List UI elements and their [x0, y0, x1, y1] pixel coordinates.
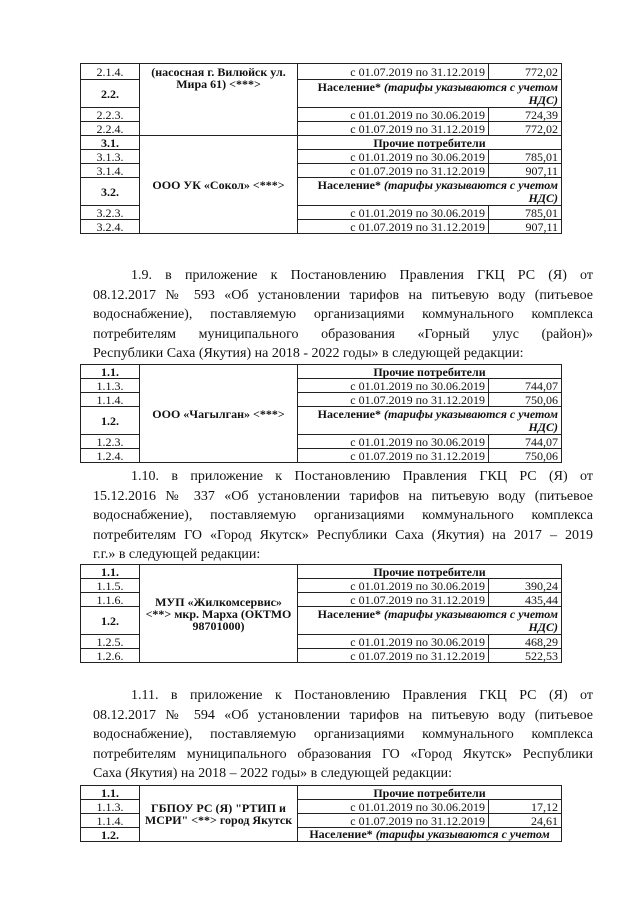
- paragraph-line: 08.12.2017 № 594 «Об установлении тарифов на питьевую воду (питьевое: [93, 707, 593, 723]
- period-cell: с 01.01.2019 по 30.06.2019: [298, 435, 489, 449]
- period-cell: с 01.01.2019 по 30.06.2019: [298, 579, 489, 593]
- paragraph-1-9: [93, 266, 593, 364]
- row-number: 1.2.3.: [81, 435, 140, 449]
- tariff-table-1: [80, 63, 562, 234]
- period-cell: с 01.01.2019 по 30.06.2019: [298, 379, 489, 393]
- paragraph-1-11: [93, 686, 593, 784]
- paragraph-1-10: [93, 467, 593, 565]
- period-cell: с 01.01.2019 по 30.06.2019: [298, 206, 489, 220]
- row-number: 3.1.: [81, 136, 140, 150]
- row-number: 1.1.: [81, 786, 140, 800]
- paragraph-line: потребителям муниципального образования ГО «Город Якутск» Республики: [93, 746, 593, 762]
- row-number: 1.1.5.: [81, 579, 140, 593]
- population-header: [298, 407, 562, 435]
- paragraph-line: водоснабжение), поставляемую организациями коммунального комплекса: [93, 727, 593, 742]
- period-cell: с 01.07.2019 по 31.12.2019: [298, 64, 489, 80]
- paragraph-line: Саха (Якутия) на 2018 – 2022 годы» в следующей редакции:: [93, 766, 453, 781]
- value-cell: 468,29: [489, 635, 562, 649]
- population-header: [298, 80, 562, 108]
- population-header: [298, 178, 562, 206]
- row-number: 1.2.4.: [81, 449, 140, 463]
- row-number: 3.1.4.: [81, 164, 140, 178]
- value-cell: 744,07: [489, 435, 562, 449]
- value-cell: 772,02: [489, 122, 562, 136]
- row-number: 2.2.3.: [81, 108, 140, 122]
- period-cell: с 01.07.2019 по 31.12.2019: [298, 593, 489, 607]
- paragraph-line: 1.9. в приложение к Постановлению Правления ГКЦ РС (Я) от: [131, 268, 593, 283]
- period-cell: с 01.07.2019 по 31.12.2019: [298, 814, 489, 828]
- population-header: [298, 828, 562, 842]
- row-number: 2.2.4.: [81, 122, 140, 136]
- period-cell: с 01.01.2019 по 30.06.2019: [298, 635, 489, 649]
- paragraph-line: водоснабжение), поставляемую организациями коммунального комплекса: [93, 307, 593, 322]
- row-number: 1.1.4.: [81, 814, 140, 828]
- row-number: 1.1.: [81, 565, 140, 579]
- value-cell: 785,01: [489, 206, 562, 220]
- value-cell: 907,11: [489, 220, 562, 234]
- paragraph-line: водоснабжение), поставляемую организациями коммунального комплекса: [93, 508, 593, 523]
- population-note: (тарифы указываются с учетом НДС): [384, 79, 558, 107]
- period-cell: с 01.01.2019 по 30.06.2019: [298, 150, 489, 164]
- row-number: 1.1.3.: [81, 800, 140, 814]
- row-number: 1.1.6.: [81, 593, 140, 607]
- value-cell: 522,53: [489, 649, 562, 663]
- population-header: [298, 607, 562, 635]
- value-cell: 772,02: [489, 64, 562, 80]
- value-cell: 24,61: [489, 814, 562, 828]
- period-cell: с 01.07.2019 по 31.12.2019: [298, 449, 489, 463]
- value-cell: 750,06: [489, 449, 562, 463]
- paragraph-line: потребителям ГО «Город Якутск» Республики Саха (Якутия) на 2017 – 2019: [93, 527, 593, 543]
- value-cell: 724,39: [489, 108, 562, 122]
- population-note: (тарифы указываются с учетом НДС): [384, 606, 558, 634]
- period-cell: с 01.07.2019 по 31.12.2019: [298, 164, 489, 178]
- other-consumers-header: Прочие потребители: [298, 565, 562, 579]
- row-number: 2.2.: [81, 80, 140, 108]
- organization-cell: МУП «Жилкомсервис» <**> мкр. Марха (ОКТМО 98701000): [140, 565, 298, 663]
- paragraph-line: 15.12.2016 № 337 «Об установлении тарифов на питьевую воду (питьевое: [93, 488, 593, 504]
- organization-cell: ГБПОУ РС (Я) "РТИП и МСРИ" <**> город Якутск: [140, 786, 298, 842]
- paragraph-line: 1.10. в приложение к Постановлению Правления ГКЦ РС (Я) от: [131, 469, 593, 484]
- value-cell: 907,11: [489, 164, 562, 178]
- other-consumers-header: Прочие потребители: [298, 786, 562, 800]
- organization-cell: ООО «Чагылган» <***>: [140, 365, 298, 463]
- row-number: 3.1.3.: [81, 150, 140, 164]
- period-cell: с 01.07.2019 по 31.12.2019: [298, 122, 489, 136]
- value-cell: 785,01: [489, 150, 562, 164]
- value-cell: 390,24: [489, 579, 562, 593]
- other-consumers-header: Прочие потребители: [298, 365, 562, 379]
- population-note: (тарифы указываются с учетом: [375, 827, 550, 841]
- row-number: 1.1.4.: [81, 393, 140, 407]
- paragraph-line: 08.12.2017 № 593 «Об установлении тарифов на питьевую воду (питьевое: [93, 287, 593, 303]
- paragraph-line: г.г.» в следующей редакции:: [93, 547, 261, 562]
- tariff-table-3: [80, 564, 562, 663]
- row-number: 2.1.4.: [81, 64, 140, 80]
- row-number: 1.1.3.: [81, 379, 140, 393]
- period-cell: с 01.01.2019 по 30.06.2019: [298, 108, 489, 122]
- population-note: (тарифы указываются с учетом НДС): [384, 406, 558, 434]
- row-number: 1.2.6.: [81, 649, 140, 663]
- population-label: Население*: [317, 79, 382, 94]
- tariff-table-4: [80, 785, 562, 842]
- row-number: 3.2.4.: [81, 220, 140, 234]
- period-cell: с 01.01.2019 по 30.06.2019: [298, 800, 489, 814]
- organization-cell: (насосная г. Вилюйск ул. Мира 61) <***>: [140, 64, 298, 136]
- period-cell: с 01.07.2019 по 31.12.2019: [298, 393, 489, 407]
- other-consumers-header: Прочие потребители: [298, 136, 562, 150]
- population-label: Население*: [309, 827, 373, 841]
- value-cell: 435,44: [489, 593, 562, 607]
- tariff-table-2: [80, 364, 562, 463]
- row-number: 1.2.: [81, 828, 140, 842]
- paragraph-line: потребителям муниципального образования «Горный улус (район)»: [93, 326, 593, 342]
- period-cell: с 01.07.2019 по 31.12.2019: [298, 220, 489, 234]
- row-number: 3.2.3.: [81, 206, 140, 220]
- row-number: 1.2.5.: [81, 635, 140, 649]
- row-number: 3.2.: [81, 178, 140, 206]
- row-number: 1.2.: [81, 407, 140, 435]
- value-cell: 17,12: [489, 800, 562, 814]
- organization-cell: ООО УК «Сокол» <***>: [140, 136, 298, 234]
- population-label: Население*: [317, 177, 382, 192]
- population-note: (тарифы указываются с учетом НДС): [384, 177, 558, 205]
- value-cell: 744,07: [489, 379, 562, 393]
- paragraph-line: 1.11. в приложение к Постановлению Правления ГКЦ РС (Я) от: [131, 688, 593, 703]
- value-cell: 750,06: [489, 393, 562, 407]
- row-number: 1.2.: [81, 607, 140, 635]
- population-label: Население*: [317, 606, 382, 621]
- paragraph-line: Республики Саха (Якутия) на 2018 - 2022 годы» в следующей редакции:: [93, 346, 524, 361]
- row-number: 1.1.: [81, 365, 140, 379]
- population-label: Население*: [317, 406, 382, 421]
- period-cell: с 01.07.2019 по 31.12.2019: [298, 649, 489, 663]
